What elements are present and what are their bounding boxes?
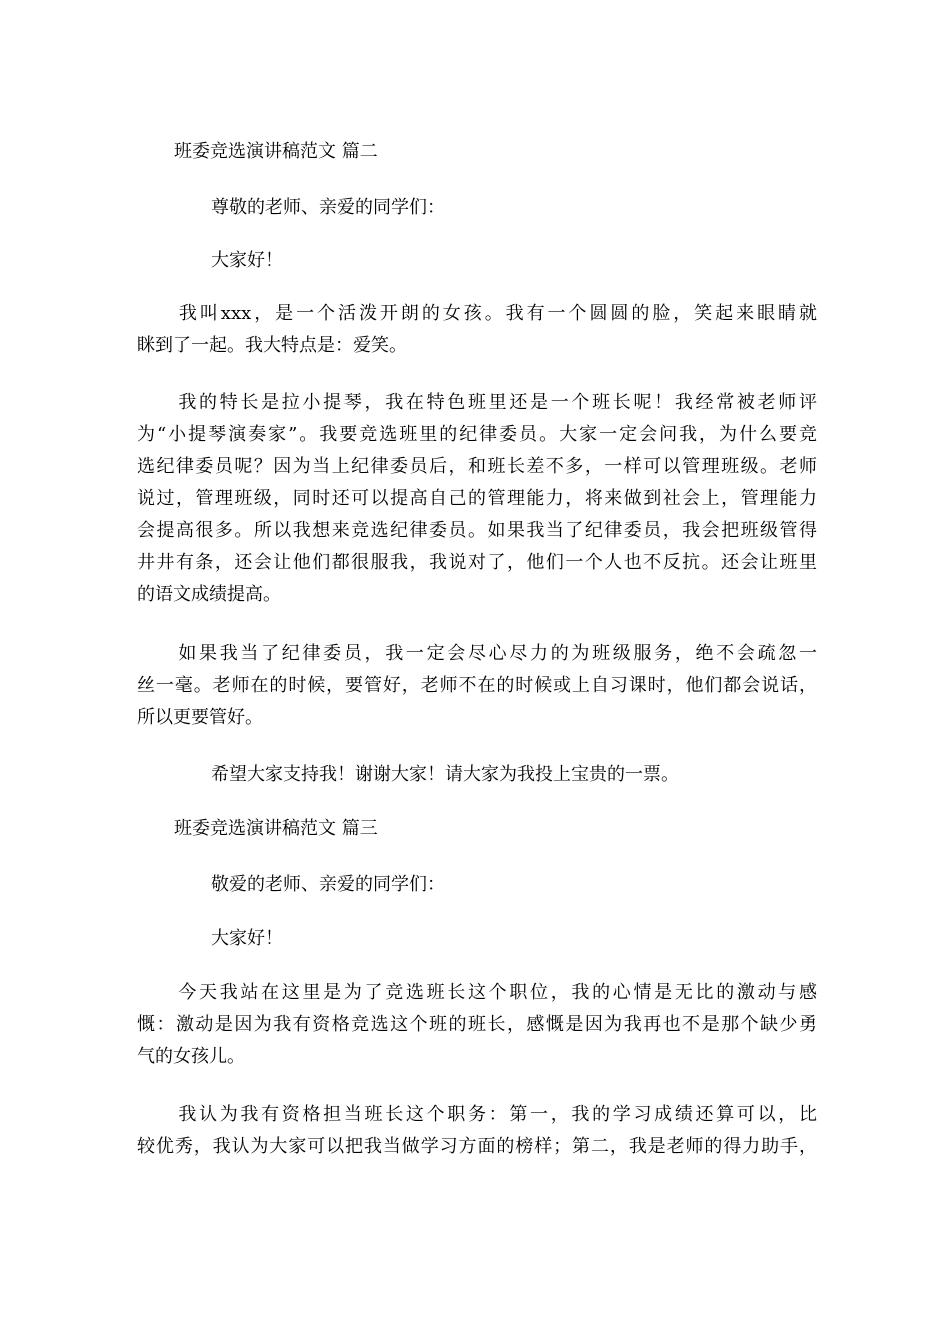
section2-paragraph-2 [137, 387, 817, 611]
section2-closing: 希望大家支持我！谢谢大家！请大家为我投上宝贵的一票。 [211, 764, 679, 785]
paragraph-line: 较优秀，我认为大家可以把我当做学习方面的榜样；第二，我是老师的得力助手， [137, 1136, 817, 1157]
paragraph-line: 我叫xxx，是一个活泼开朗的女孩。我有一个圆圆的脸，笑起来眼睛就 [137, 303, 817, 324]
section3-title: 班委竞选演讲稿范文 篇三 [174, 818, 378, 839]
paragraph-line: 为“小提琴演奏家”。我要竞选班里的纪律委员。大家一定会问我，为什么要竞 [137, 424, 817, 445]
section2-paragraph-1 [137, 298, 817, 362]
paragraph-line: 井井有条，还会让他们都很服我，我说对了，他们一个人也不反抗。还会让班里 [137, 552, 817, 573]
paragraph-line: 今天我站在这里是为了竞选班长这个职位，我的心情是无比的激动与感 [137, 982, 817, 1003]
section2-title: 班委竞选演讲稿范文 篇二 [174, 141, 378, 162]
paragraph-line: 会提高很多。所以我想来竞选纪律委员。如果我当了纪律委员，我会把班级管得 [137, 520, 817, 541]
section2-hello: 大家好！ [211, 250, 283, 271]
paragraph-line: 选纪律委员呢？因为当上纪律委员后，和班长差不多，一样可以管理班级。老师 [137, 456, 817, 477]
section3-hello: 大家好！ [211, 928, 283, 949]
section2-paragraph-3 [137, 638, 817, 734]
paragraph-line: 我认为我有资格担当班长这个职务：第一，我的学习成绩还算可以，比 [137, 1104, 817, 1125]
section3-greeting: 敬爱的老师、亲爱的同学们： [211, 874, 445, 895]
section3-paragraph-2 [137, 1099, 817, 1163]
paragraph-line: 所以更要管好。 [137, 707, 263, 728]
paragraph-line: 的语文成绩提高。 [137, 584, 281, 605]
section2-greeting: 尊敬的老师、亲爱的同学们： [211, 197, 445, 218]
paragraph-line: 说过，管理班级，同时还可以提高自己的管理能力，将来做到社会上，管理能力 [137, 488, 817, 509]
section3-paragraph-1 [137, 977, 817, 1073]
paragraph-line: 丝一毫。老师在的时候，要管好，老师不在的时候或上自习课时，他们都会说话， [137, 675, 817, 696]
paragraph-line: 气的女孩儿。 [137, 1046, 245, 1067]
paragraph-line: 我的特长是拉小提琴，我在特色班里还是一个班长呢！我经常被老师评 [137, 392, 817, 413]
paragraph-line: 慨：激动是因为我有资格竞选这个班的班长，感慨是因为我再也不是那个缺少勇 [137, 1014, 817, 1035]
paragraph-line: 如果我当了纪律委员，我一定会尽心尽力的为班级服务，绝不会疏忽一 [137, 643, 817, 664]
paragraph-line: 眯到了一起。我大特点是：爱笑。 [137, 335, 407, 356]
